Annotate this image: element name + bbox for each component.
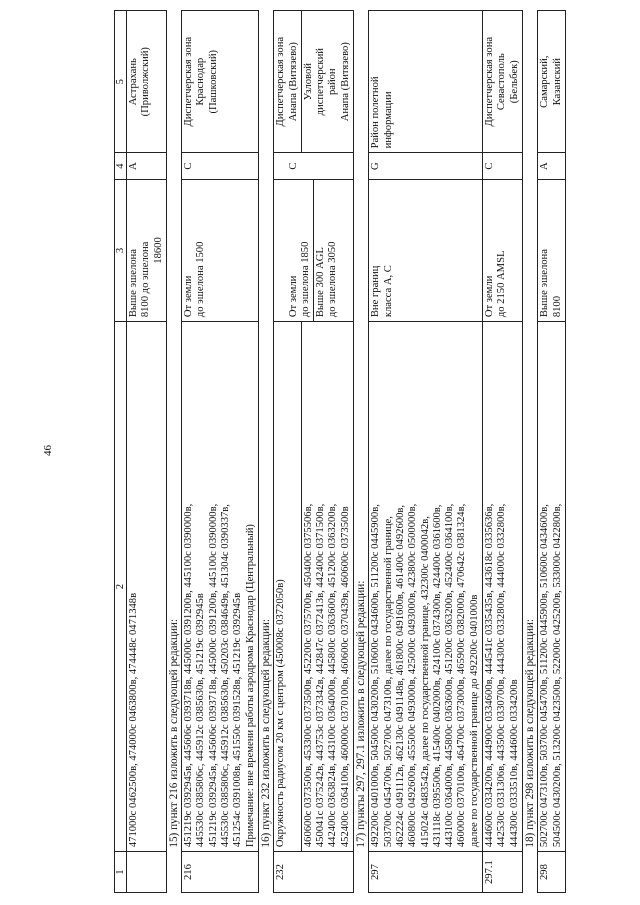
- altitude-cell: От земли до 2150 AMSL: [483, 179, 523, 321]
- section-heading: 15) пункт 216 изложить в следующей редакции:: [166, 11, 181, 852]
- zone-name: Астрахань (Приволжский): [127, 11, 167, 153]
- zone-name: Диспетчерская зона Севастополь (Бельбек): [483, 11, 523, 153]
- zone-name: Район полетной информации: [369, 11, 483, 153]
- coordinates-cell: 451219с 0392945в, 445606с 0393718в, 445000с 0391200в, 445100с 0390000в, 445530с 0385806с, 445912с 0385630в, 451219с 0392945в 451219с 0392945в, 445606с 0393718в, 445000с 0391200в, 445100с 0390000в, 445530с 0385806с, 445912с 0385630в, 450203с 0384649в, 451304с 0390337в, 451254с 0391008в, 451550с 0391528в, 451219с 0392945в Примечание: вне времени работы аэродрома Краснодар (Центральный): [182, 322, 259, 852]
- airspace-table: [114, 10, 566, 893]
- altitude-cell: Выше эшелона 8100: [538, 179, 566, 321]
- coordinates-cell: 444600с 0334200в, 444900с 0334600в, 444541с 0335435в, 443618с 0335636в, 442530с 0331306в, 443500с 0330700в, 444300с 0332800в, 444000с 0332800в, 444300с 0333510в, 444600с 0334200в: [483, 322, 523, 852]
- header-col-3: 3: [115, 179, 127, 321]
- airspace-class: C: [483, 153, 523, 179]
- altitude-cell: От земли до эшелона 1850 Выше 300 AGL до эшелона 3050: [274, 179, 354, 321]
- section-heading-row: [354, 11, 369, 893]
- zone-name: Самарский, Казанский: [538, 11, 566, 153]
- section-heading-row: [258, 11, 273, 893]
- table-row: [127, 11, 167, 893]
- table-row: [369, 11, 483, 893]
- header-col-1: 1: [115, 852, 127, 893]
- altitude-cell: Вне границ класса A, C: [369, 179, 483, 321]
- section-heading: 17) пункты 297, 297.1 изложить в следующей редакции:: [354, 11, 369, 852]
- row-number: 216: [182, 852, 259, 893]
- row-number: 232: [274, 852, 354, 893]
- header-row: [115, 11, 127, 893]
- note-text: Примечание: вне времени работы аэродрома Краснодар (Центральный): [244, 524, 256, 848]
- coordinates-cell: Окружность радиусом 20 км с центром (450008с 0372050в) 460600с 0373500в, 453300с 0373500в, 452200с 0375700в, 450400с 0375506в, 450041с 0375242в, 443753с 0373342в, 442847с 0372413в, 442400с 0371500в, 442400с 0363824в, 443100с 0364000в, 445800с 0363600в, 451200с 0363200в, 452400с 0364100в, 460000с 0370100в, 460600с 0370439в, 460600с 0373500в: [274, 322, 354, 852]
- altitude-cell: Выше эшелона 8100 до эшелона 18600: [127, 179, 167, 321]
- coordinates-cell: 471000с 0462500в, 474000с 0463800в, 474448с 0471348в: [127, 322, 167, 852]
- airspace-class: G: [369, 153, 483, 179]
- coordinates-cell: 502700с 0473100в, 503700с 0454700в, 511200с 0445900в, 510600с 0434600в, 504500с 0430200в, 513200с 0423500в, 522000с 0425200в, 533000с 0422800в,: [538, 322, 566, 852]
- section-heading: 16) пункт 232 изложить в следующей редакции:: [258, 11, 273, 852]
- section-heading-row: [166, 11, 181, 893]
- row-number: 297: [369, 852, 483, 893]
- table-row: [182, 11, 259, 893]
- section-heading-row: [522, 11, 537, 893]
- section-heading: 18) пункт 298 изложить в следующей редакции:: [522, 11, 537, 852]
- airspace-class: C: [182, 153, 259, 179]
- zone-name: Диспетчерская зона Анапа (Витязево) Узловой диспетчерский район Анапа (Витязево): [274, 11, 354, 153]
- header-col-4: 4: [115, 153, 127, 179]
- airspace-class: A: [538, 153, 566, 179]
- header-col-5: 5: [115, 11, 127, 153]
- rotated-page: [114, 10, 640, 893]
- zone-name: Диспетчерская зона Краснодар (Пашковский): [182, 11, 259, 153]
- table-row: [274, 11, 354, 893]
- header-col-2: 2: [115, 322, 127, 852]
- table-row: [483, 11, 523, 893]
- row-number: [127, 852, 167, 893]
- page-number: 46: [42, 445, 54, 456]
- row-number: 297.1: [483, 852, 523, 893]
- altitude-cell: От земли до эшелона 1500: [182, 179, 259, 321]
- row-number: 298: [538, 852, 566, 893]
- airspace-class: A: [127, 153, 167, 179]
- airspace-class: C: [274, 153, 354, 179]
- coordinates-cell: 492200с 0401000в, 504500с 0430200в, 510600с 0434600в, 511200с 0445900в, 503700с 0454700в, 502700с 0473100в, далее по государственной границе, 462224с 0491112в, 462130с 0491148в, 461800с 0491600в, 461400с 0492600в, 460800с 0492600в, 455500с 0493000в, 425000с 0493000в, 423800с 0500000в, 415024с 0483542в, далее по государственной границе, 432300с 0400042в, 431118с 0395500в, 415400с 0402000в, 424100с 0374300в, 424400с 0361600в, 443100с 0364000в, 445800с 0363600в, 451200с 0363200в, 452400с 0364100в, 460000с 0370100в, 464700с 0373000в, 465900с 0382000в, 470642с 0381324в, далее по государственной границе до 492200с 0401000в: [369, 322, 483, 852]
- table-row: [538, 11, 566, 893]
